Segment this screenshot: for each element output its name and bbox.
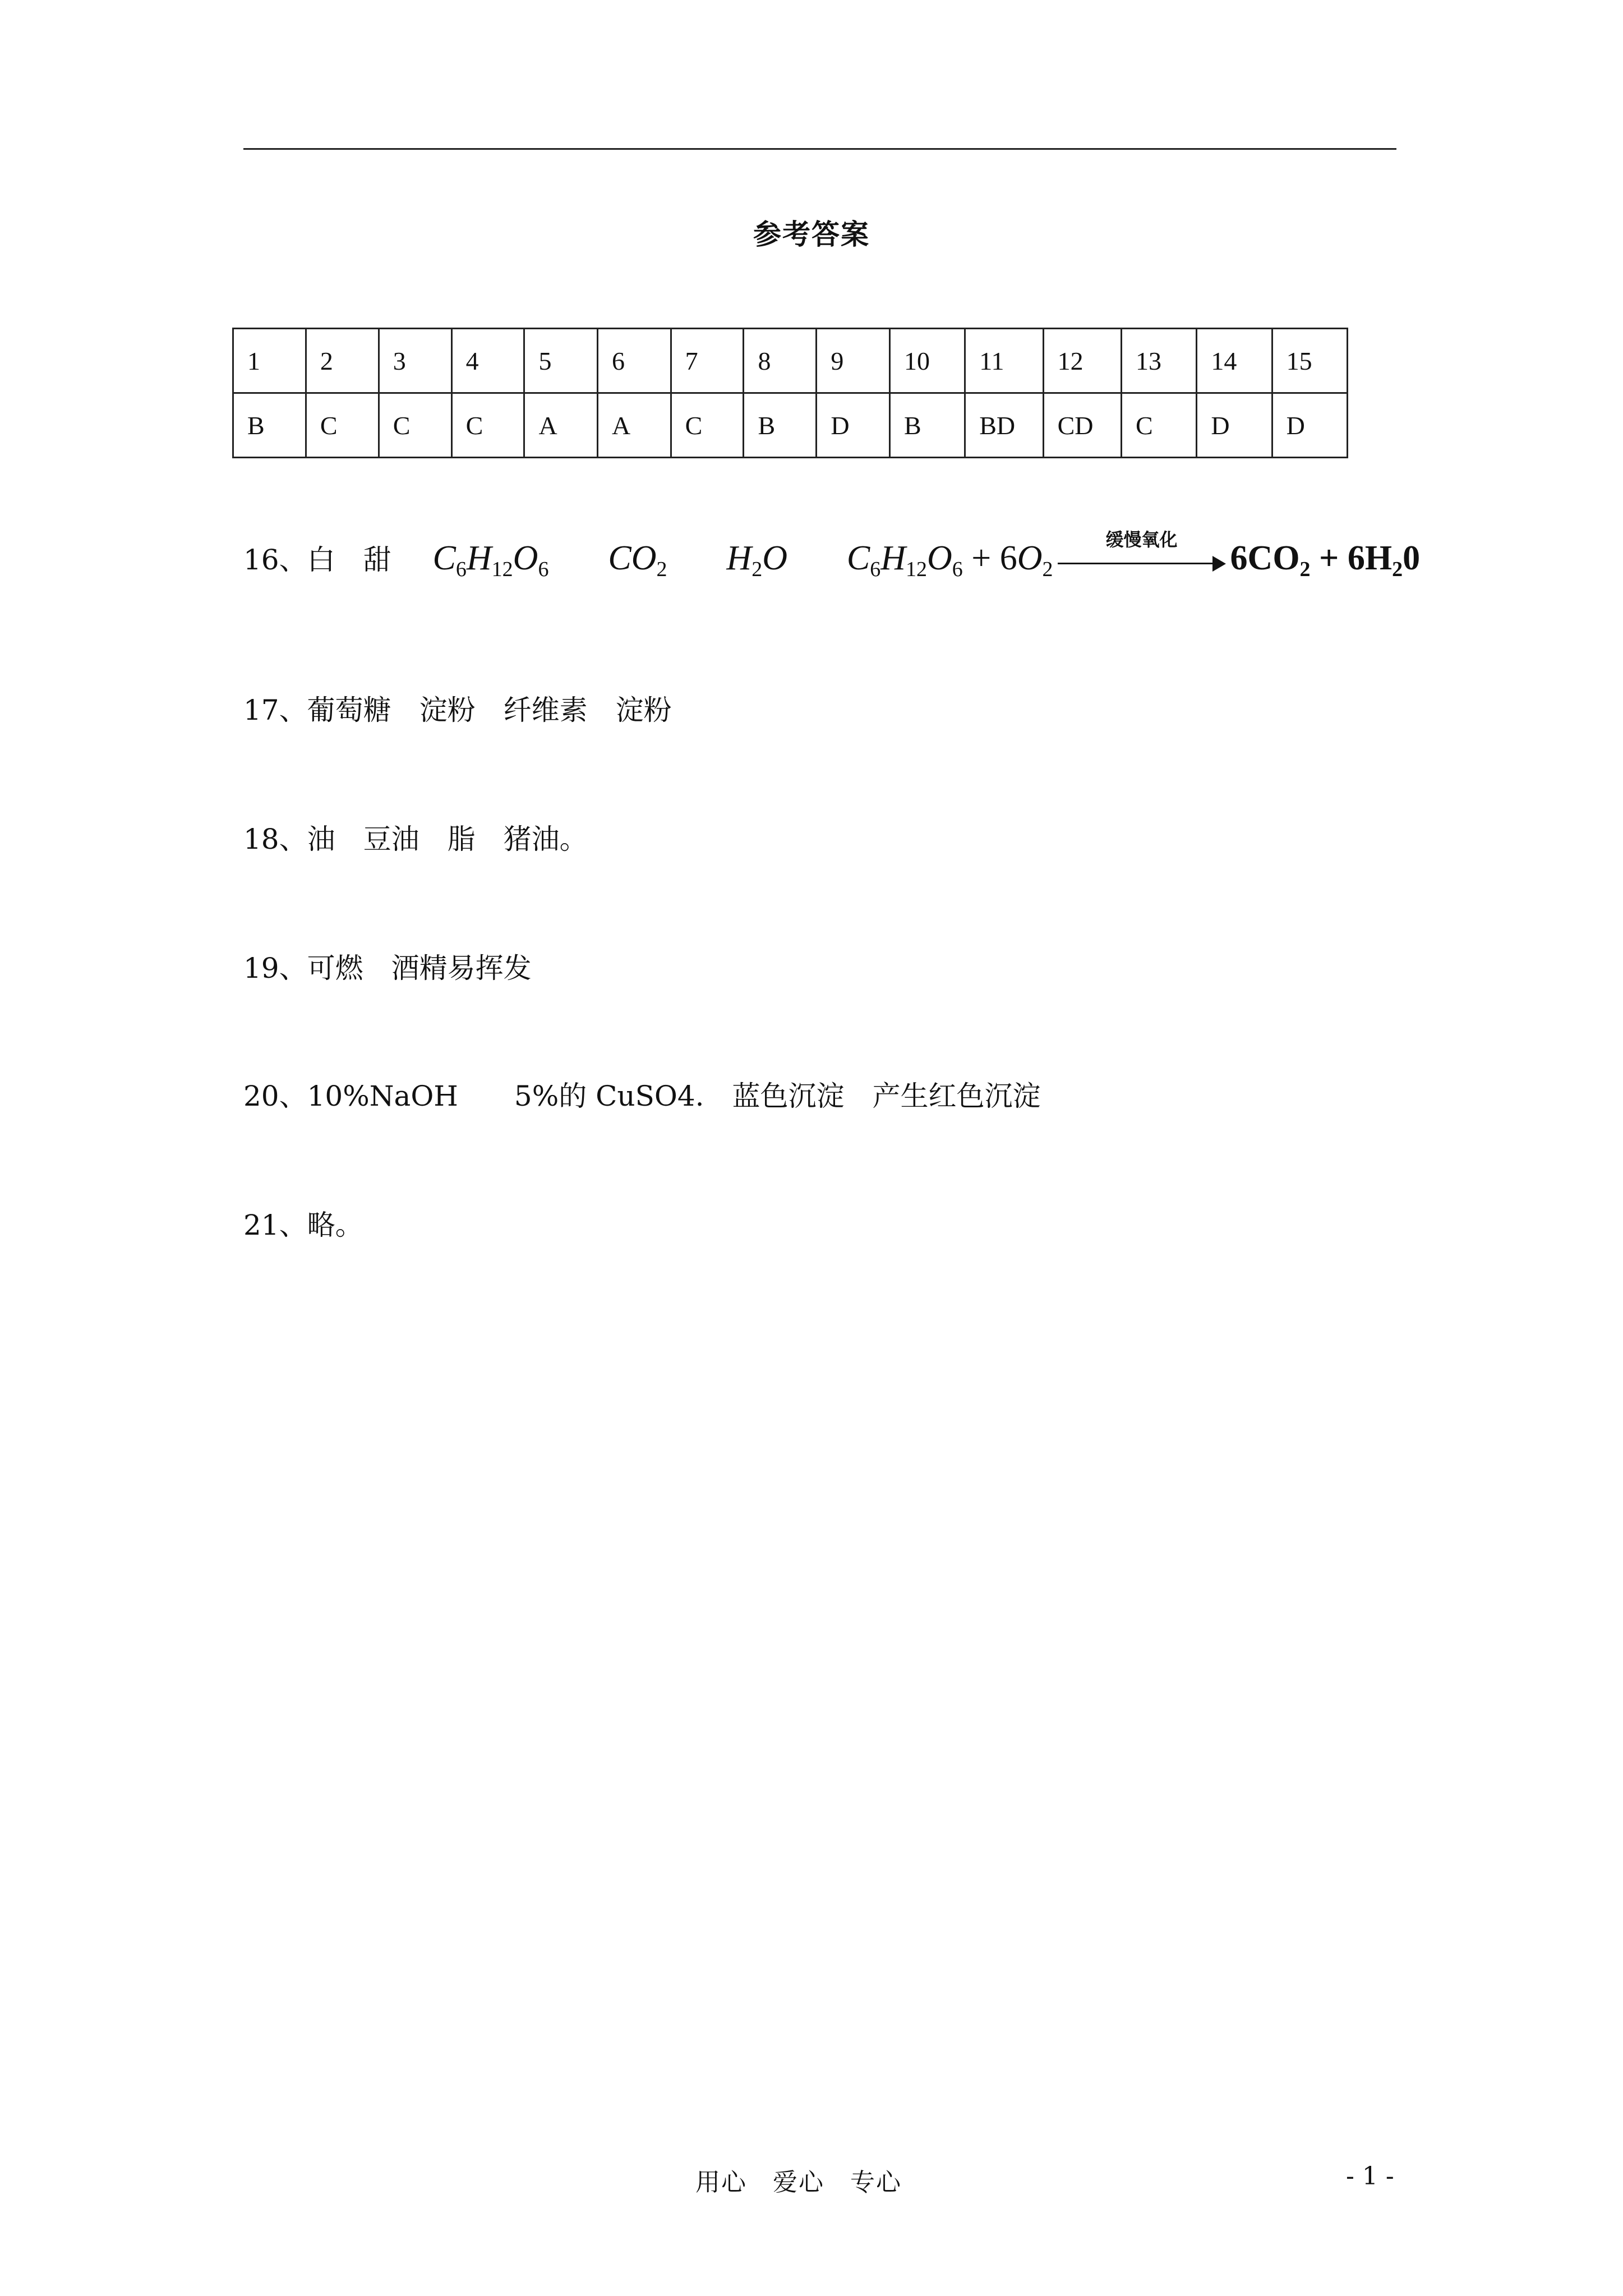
table-cell: 11 [965, 329, 1043, 393]
answer-21: 21、略。 [243, 1209, 363, 1241]
table-cell: C [1122, 393, 1197, 458]
table-cell: 7 [671, 329, 744, 393]
co2-formula: $CO_2$ [608, 539, 667, 581]
page-number: - 1 - [1346, 2162, 1394, 2191]
table-cell: B [233, 393, 306, 458]
table-cell: 13 [1122, 329, 1197, 393]
table-cell: 1 [233, 329, 306, 393]
footer-text: 用心 爱心 专心 [695, 2168, 902, 2197]
table-row-numbers [233, 329, 1348, 393]
table-cell: C [451, 393, 524, 458]
table-cell: B [744, 393, 817, 458]
table-cell: C [306, 393, 379, 458]
table-cell: C [671, 393, 744, 458]
oxidation-equation: $C_6H_{12}O_6 + 6O_2$ 缓慢氧化 $6CO_2 + 6H_20$ [847, 539, 1420, 582]
h2o-formula: $H_2O$ [726, 539, 787, 581]
answer-19: 19、可燃 酒精易挥发 [243, 952, 532, 984]
table-cell: D [1197, 393, 1272, 458]
table-cell: 4 [451, 329, 524, 393]
table-cell: 15 [1272, 329, 1347, 393]
table-cell: 12 [1043, 329, 1121, 393]
table-cell: 9 [817, 329, 890, 393]
table-cell: 8 [744, 329, 817, 393]
table-cell: D [817, 393, 890, 458]
table-row-answers [233, 393, 1348, 458]
answer-17: 17、葡萄糖 淀粉 纤维素 淀粉 [243, 694, 672, 726]
table-cell: 10 [889, 329, 965, 393]
table-cell: D [1272, 393, 1347, 458]
answer-18: 18、油 豆油 脂 猪油。 [243, 823, 588, 855]
table-cell: B [889, 393, 965, 458]
answer-table [232, 328, 1348, 458]
glucose-formula: $C_6H_{12}O_6$ [432, 539, 549, 581]
table-cell: 6 [598, 329, 671, 393]
table-cell: 14 [1197, 329, 1272, 393]
reaction-condition: 缓慢氧化 [1105, 529, 1178, 550]
table-cell: A [524, 393, 598, 458]
header-rule [243, 148, 1396, 150]
table-cell: A [598, 393, 671, 458]
table-cell: BD [965, 393, 1043, 458]
answer-16 [243, 529, 1421, 599]
answer-16-label: 16、白 甜 [243, 544, 391, 576]
reaction-arrow [1058, 529, 1226, 578]
table-cell: 3 [379, 329, 451, 393]
table-cell: 5 [524, 329, 598, 393]
answer-20: 20、10%NaOH 5%的 CuSO4. 蓝色沉淀 产生红色沉淀 [243, 1080, 1041, 1112]
table-cell: 2 [306, 329, 379, 393]
table-cell: CD [1043, 393, 1121, 458]
page-title: 参考答案 [753, 218, 870, 251]
table-cell: C [379, 393, 451, 458]
